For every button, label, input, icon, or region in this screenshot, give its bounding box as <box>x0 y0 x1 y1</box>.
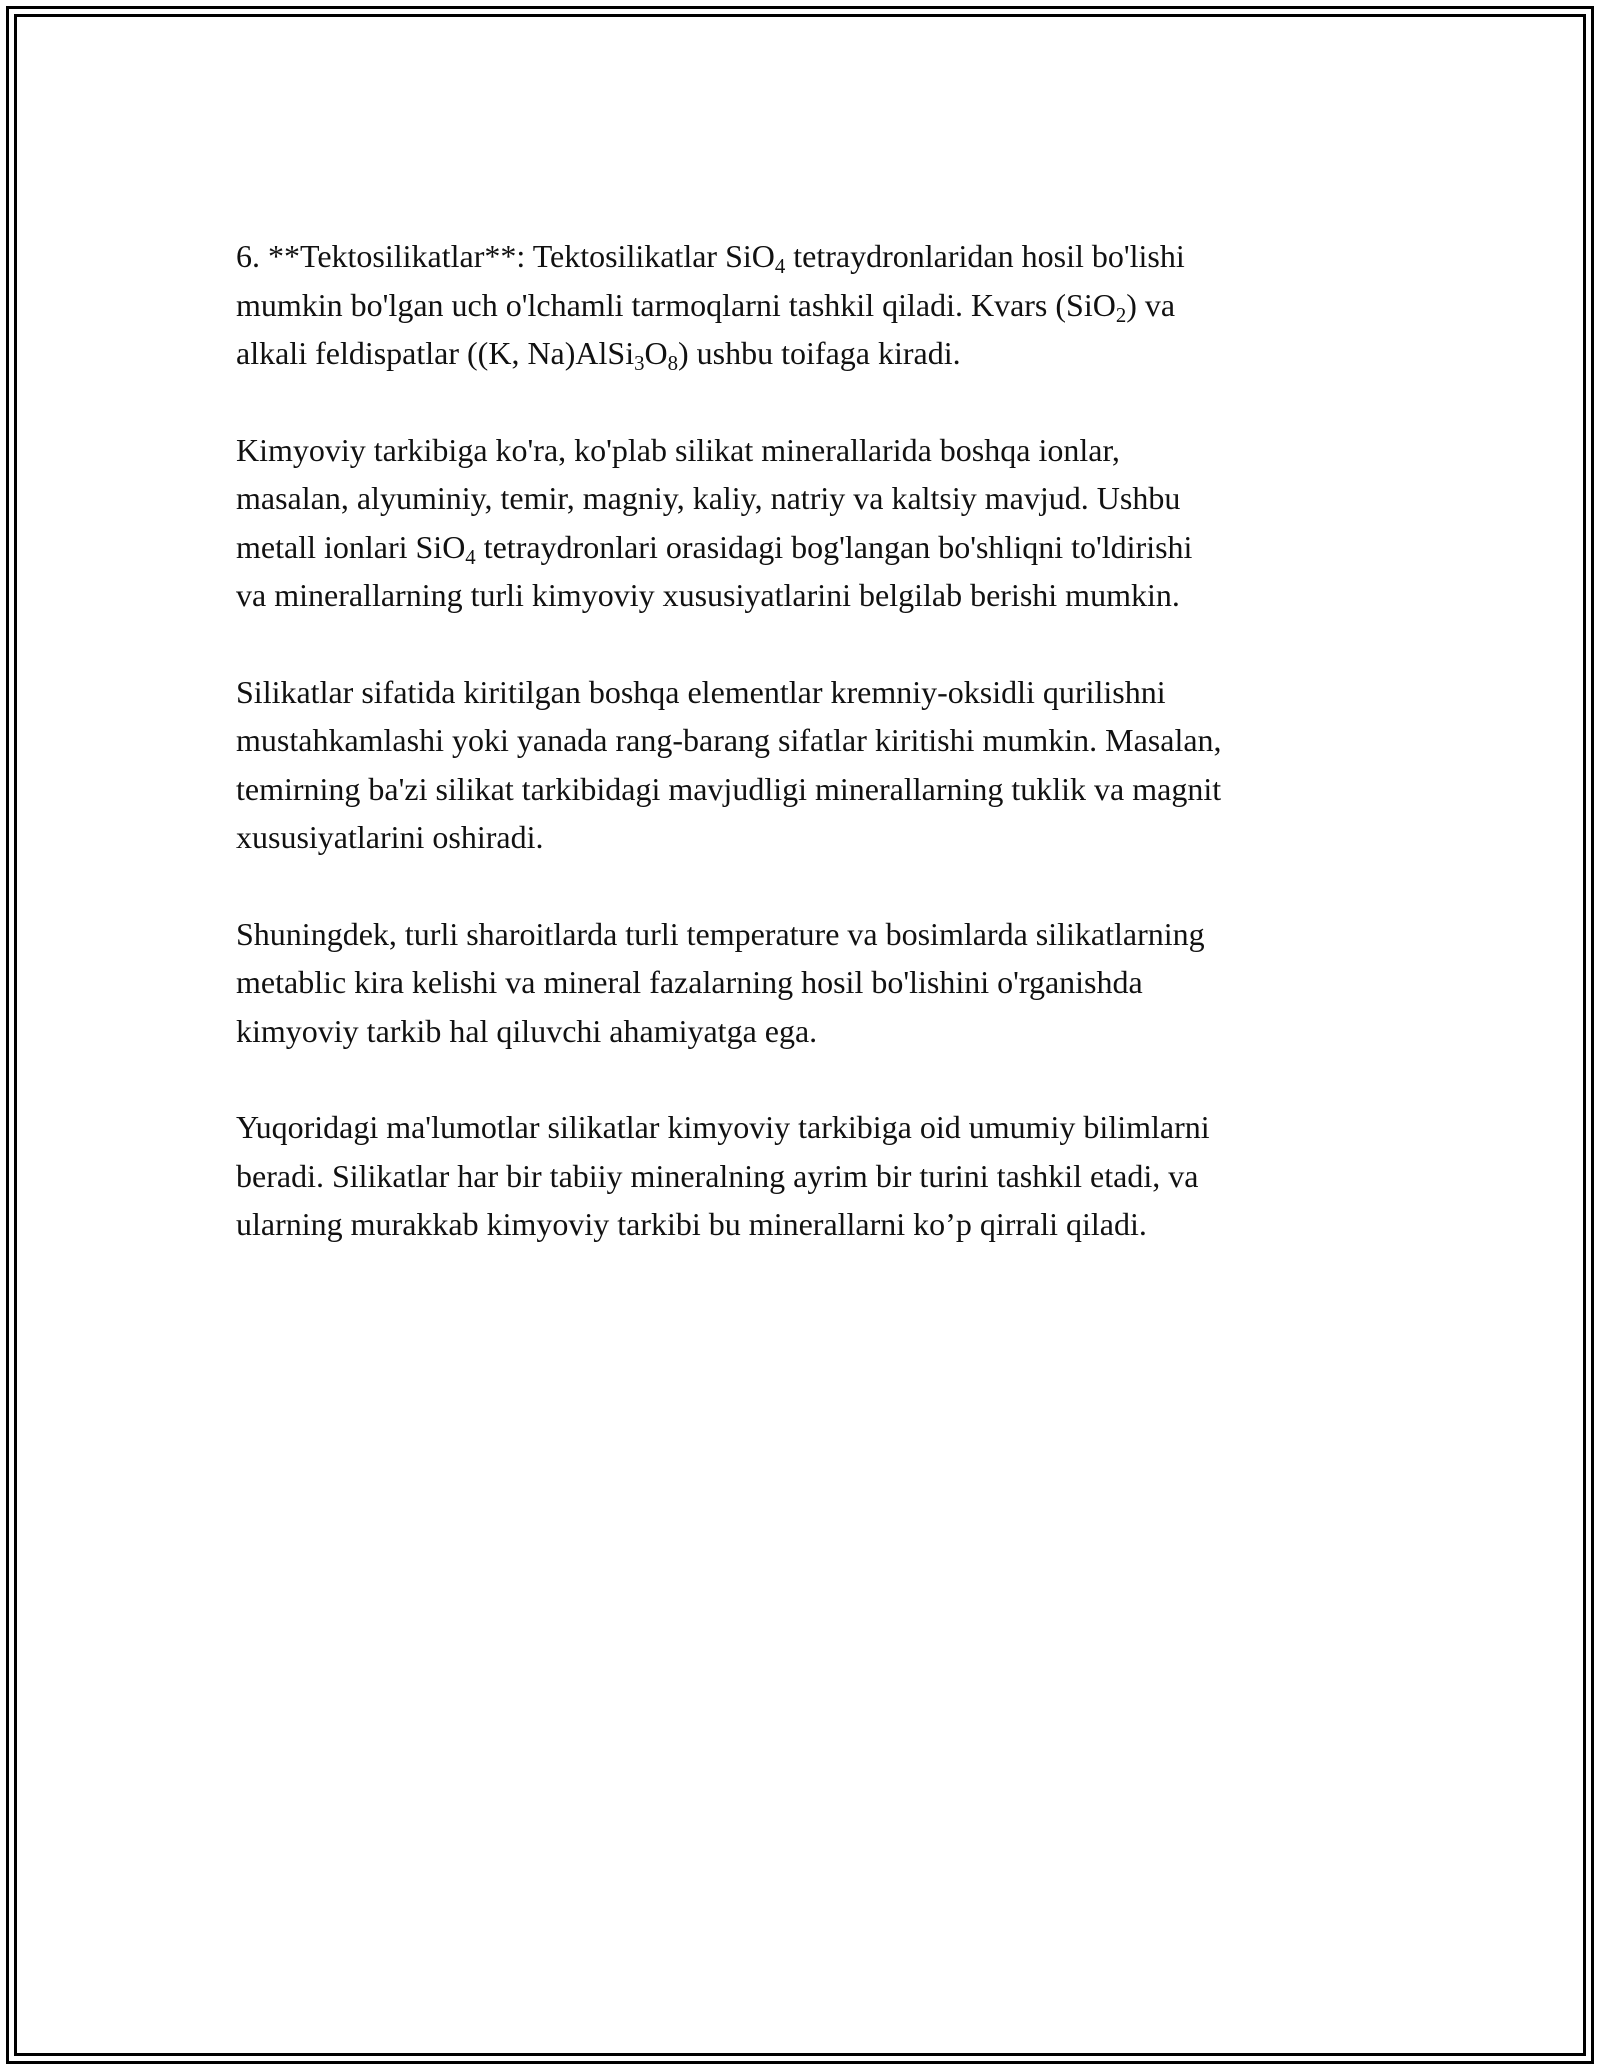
text-run: mumkin bo'lgan uch o'lchamli tarmoqlarni tashkil qiladi. Kvars (SiO <box>236 286 1116 323</box>
subscript: 4 <box>465 545 476 569</box>
text-run: masalan, alyuminiy, temir, magniy, kaliy, natriy va kaltsiy mavjud. Ushbu <box>236 480 1181 516</box>
text-line <box>236 1007 1376 1056</box>
text-line <box>236 474 1376 523</box>
text-run: Silikatlar sifatida kiritilgan boshqa elementlar kremniy-oksidli qurilishni <box>236 673 1166 710</box>
text-run: tetraydronlaridan hosil bo'lishi <box>785 238 1185 274</box>
text-run: O <box>644 335 668 371</box>
text-line <box>236 765 1376 814</box>
text-line <box>236 813 1376 862</box>
text-run: Shuningdek, turli sharoitlarda turli temperature va bosimlarda silikatlarning <box>236 915 1205 952</box>
document-body <box>236 232 1376 1297</box>
text-line <box>236 281 1376 330</box>
text-line <box>236 426 1376 475</box>
paragraph-3 <box>236 668 1376 862</box>
text-run: kimyoviy tarkib hal qiluvchi ahamiyatga ega. <box>236 1012 818 1049</box>
text-line <box>236 1103 1376 1152</box>
text-run: beradi. Silikatlar har bir tabiiy mineralning ayrim bir turini tashkil etadi, va <box>236 1157 1199 1194</box>
text-run: 6. **Tektosilikatlar**: Tektosilikatlar SiO <box>236 238 775 274</box>
subscript: 3 <box>634 351 645 375</box>
text-line <box>236 329 1376 378</box>
text-run: ) va <box>1126 286 1176 323</box>
text-run: alkali feldispatlar ((K, Na)AlSi <box>236 335 635 371</box>
subscript: 2 <box>1115 303 1127 327</box>
text-run: metall ionlari SiO <box>236 528 466 565</box>
text-run: xususiyatlarini oshiradi. <box>236 819 544 855</box>
paragraph-4 <box>236 910 1376 1056</box>
text-line <box>236 958 1376 1007</box>
text-run: ularning murakkab kimyoviy tarkibi bu minerallarni ko’p qirrali qiladi. <box>236 1206 1147 1242</box>
text-run: ) ushbu toifaga kiradi. <box>678 335 961 371</box>
paragraph-1 <box>236 232 1376 378</box>
text-run: tetraydronlari orasidagi bog'langan bo'shliqni to'ldirishi <box>475 528 1193 565</box>
text-line <box>236 571 1376 620</box>
text-run: metablic kira kelishi va mineral fazalarning hosil bo'lishini o'rganishda <box>236 964 1143 1000</box>
text-run: mustahkamlashi yoki yanada rang-barang sifatlar kiritishi mumkin. Masalan, <box>236 722 1222 758</box>
text-line <box>236 716 1376 765</box>
text-line <box>236 523 1376 572</box>
text-run: temirning ba'zi silikat tarkibidagi mavjudligi minerallarning tuklik va magnit <box>236 770 1222 807</box>
text-run: Yuqoridagi ma'lumotlar silikatlar kimyoviy tarkibiga oid umumiy bilimlarni <box>236 1109 1210 1145</box>
subscript: 4 <box>774 254 786 278</box>
text-line <box>236 1200 1376 1249</box>
paragraph-5 <box>236 1103 1376 1249</box>
text-run: va minerallarning turli kimyoviy xususiyatlarini belgilab berishi mumkin. <box>236 577 1180 613</box>
text-line <box>236 1152 1376 1201</box>
text-line <box>236 910 1376 959</box>
text-run: Kimyoviy tarkibiga ko'ra, ko'plab silikat minerallarida boshqa ionlar, <box>236 431 1120 468</box>
subscript: 8 <box>667 351 679 375</box>
text-line <box>236 668 1376 717</box>
text-line <box>236 232 1376 281</box>
paragraph-2 <box>236 426 1376 620</box>
